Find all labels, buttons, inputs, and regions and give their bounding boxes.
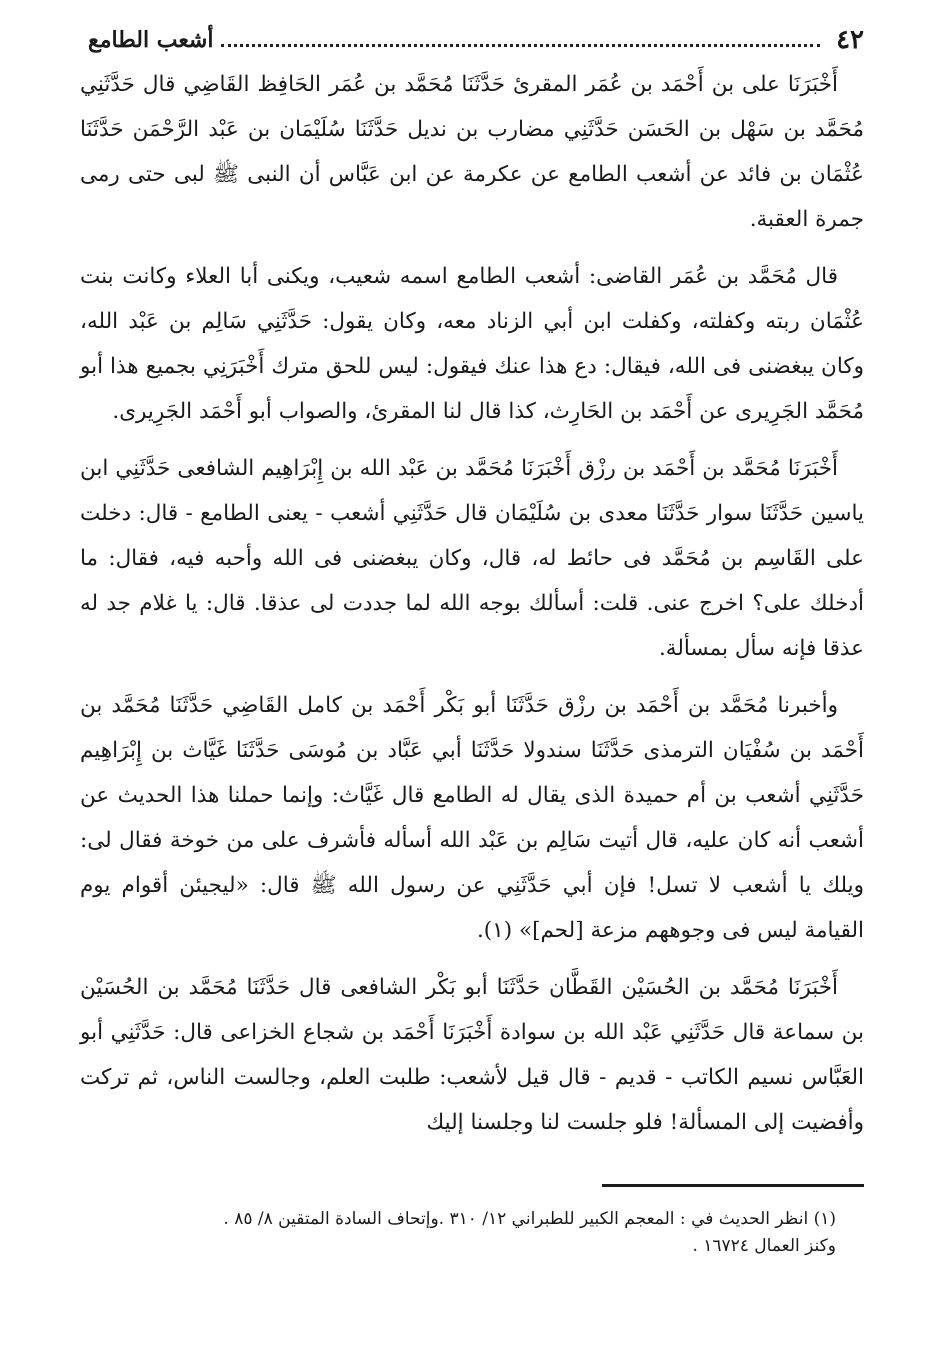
header-dot-leader xyxy=(221,44,820,47)
paragraph: وأخبرنا مُحَمَّد بن أَحْمَد بن رزْق حَدَّثَنَا أبو بَكْر أَحْمَد بن كامل القَاضِي حَدَّثَنَا مُحَمَّد بن أَحْمَد بن سُفْيَان الترمذى حَدَّثَنَا سندولا حَدَّثَنَا أبي عَبَّاد بن مُوسَى حَدَّثَنَا غَيَّاث بن إِبْرَاهِيم حَدَّثَنِي أشعب بن أم حميدة الذى يقال له الطامع قال غَيَّاث: وإنما حملنا هذا الحديث عن أشعب أنه كان عليه، قال أتيت سَالِم بن عَبْد الله أسأله فأشرف على من خوخة فقال لى: ويلك يا أشعب لا تسل! فإن أبي حَدَّثَنِي عن رسول الله ﷺ قال: «ليجيئن أقوام يوم القيامة ليس فى وجوههم مزعة [لحم]» (١). xyxy=(80,693,864,943)
paragraph: أَخْبَرَنَا على بن أَحْمَد بن عُمَر المقرئ حَدَّثَنَا مُحَمَّد بن عُمَر الحَافِظ القَاضِي قال حَدَّثَنِي مُحَمَّد بن سَهْل بن الحَسَن حَدَّثَنِي مضارب بن نديل حَدَّثَنَا سُلَيْمَان بن عَبْد الرَّحْمَن حَدَّثَنَا عُثْمَان بن فائد عن أشعب الطامع عن عكرمة عن ابن عَبَّاس أن النبى ﷺ لبى حتى رمى جمرة العقبة. xyxy=(80,72,864,232)
paragraph: أَخْبَرَنَا مُحَمَّد بن الحُسَيْن القَطَّان حَدَّثَنَا أبو بَكْر الشافعى قال حَدَّثَنَا مُحَمَّد بن الحُسَيْن بن سماعة قال حَدَّثَنِي عَبْد الله بن سوادة أَخْبَرَنَا أَحْمَد بن شجاع الخزاعى قال: حَدَّثَنِي أبو العَبَّاس نسيم الكاتب - قديم - قال قيل لأشعب: طلبت العلم، وجالست الناس، ثم تركت وأفضيت إلى المسألة! فلو جلست لنا وجلسنا إليك xyxy=(80,975,864,1135)
footnote-line: (١) انظر الحديث في : المعجم الكبير للطبراني ١٢/ ٣١٠ .وإتحاف السادة المتقين ٨/ ٨٥ . xyxy=(223,1209,836,1229)
page-header xyxy=(88,22,864,58)
page-number: ٤٢ xyxy=(836,25,864,55)
main-text xyxy=(80,62,864,1157)
footnote-separator xyxy=(602,1184,864,1187)
running-title: أشعب الطامع xyxy=(88,27,214,53)
paragraph: أَخْبَرَنَا مُحَمَّد بن أَحْمَد بن رزْق أَخْبَرَنَا مُحَمَّد بن عَبْد الله بن إِبْرَاهِيم الشافعى حَدَّثَنِي ابن ياسين حَدَّثَنَا سوار حَدَّثَنَا معدى بن سُلَيْمَان قال حَدَّثَنِي أشعب - يعنى الطامع - قال: دخلت على القَاسِم بن مُحَمَّد فى حائط له، قال، وكان يبغضنى فى الله وأحبه فيه، فقال: ما أدخلك على؟ اخرج عنى. قلت: أسألك بوجه الله لما جددت لى عذقا. قال: يا غلام جد له عذقا فإنه سأل بمسألة. xyxy=(80,456,864,661)
paragraph: قال مُحَمَّد بن عُمَر القاضى: أشعب الطامع اسمه شعيب، ويكنى أبا العلاء وكانت بنت عُثْمَان ربته وكفلته، وكفلت ابن أبي الزناد معه، وكان يقول: حَدَّثَنِي سَالِم بن عَبْد الله، وكان يبغضنى فى الله، فيقال: دع هذا عنك فيقول: ليس للحق مترك أَخْبَرَنِي بجميع هذا أبو مُحَمَّد الجَرِيرى عن أَحْمَد بن الحَارِث، كذا قال لنا المقرئ، والصواب أبو أَحْمَد الجَرِيرى. xyxy=(80,264,864,424)
footnote-line: وكنز العمال ١٦٧٢٤ . xyxy=(692,1236,836,1256)
footnotes xyxy=(88,1206,836,1260)
